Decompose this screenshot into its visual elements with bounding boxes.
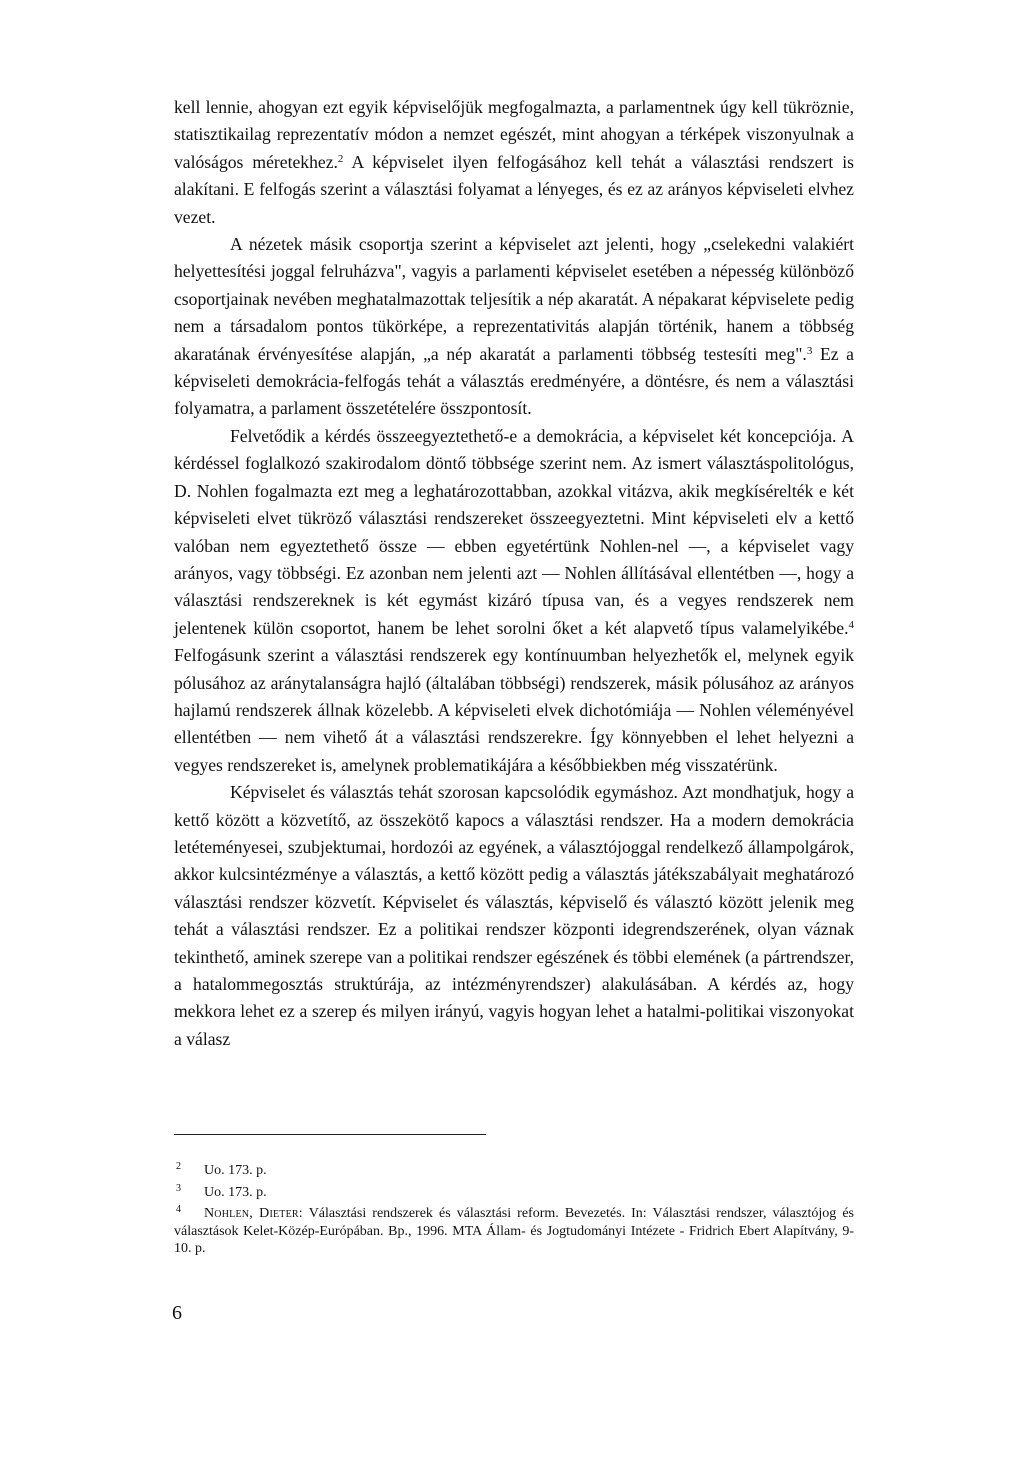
footnote-text: Választási rendszerek és választási reform. Bevezetés. In: Választási rendszer, választójog és választások Kelet-Közép-Európában. Bp., 1996. MTA Állam- és Jogtudományi Intézete - Fridrich Ebert Alapítvány, 9-10. p. <box>174 1206 854 1256</box>
paragraph-text: kell lennie, ahogyan ezt egyik képviselőjük megfogalmazta, a parlamentnek úgy kell tükröznie, statisztikailag reprezentatív módon a nemzet egészét, mint ahogyan a térképek viszonyulnak a valóságos méretekhez. <box>174 97 854 172</box>
footnote-4 <box>174 1201 854 1258</box>
footnote-number: 2 <box>176 1161 181 1172</box>
footnotes <box>174 1158 854 1258</box>
paragraph-text: Képviselet és választás tehát szorosan kapcsolódik egymáshoz. Azt mondhatjuk, hogy a kettő között a közvetítő, az összekötő kapocs a választási rendszer. Ha a modern demokrácia letéteményesei, szubjektumai, hordozói az egyének, a választójoggal rendelkező állampolgárok, akkor kulcsintézménye a választás, a kettő között pedig a választás játékszabályait meghatározó választási rendszer közvetít. Képviselet és választás, képviselő és választó között jelenik meg tehát a választási rendszer. Ez a politikai rendszer központi idegrendszerének, olyan váznak tekinthető, aminek szerepe van a politikai rendszer egészének és többi elemének (a pártrendszer, a hatalommegosztás struktúrája, az intézményrendszer) alakulásában. A kérdés az, hogy mekkora lehet ez a szerep és milyen irányú, vagyis hogyan lehet a hatalmi-politikai viszonyokat a válasz <box>174 782 854 1049</box>
footnote-2 <box>174 1158 854 1180</box>
footnote-ref-3[interactable]: 3 <box>806 344 813 357</box>
paragraph-text: A képviselet ilyen felfogásához kell tehát a választási rendszert is alakítani. E felfogás szerint a választási folyamat a lényeges, és ez az arányos képviseleti elvhez vezet. <box>174 151 854 227</box>
footnote-3 <box>174 1180 854 1202</box>
footnote-divider <box>174 1134 486 1135</box>
paragraph-2 <box>174 231 854 423</box>
paragraph-1 <box>174 94 854 231</box>
footnote-number: 4 <box>176 1204 181 1215</box>
footnote-author: Nohlen, Dieter: <box>204 1206 303 1221</box>
page-number: 6 <box>172 1302 182 1324</box>
footnote-number: 3 <box>176 1182 181 1194</box>
body-text <box>174 94 854 1053</box>
paragraph-text: Ez a képviseleti demokrácia-felfogás tehát a választás eredményére, a döntésre, és nem a választási folyamatra, a parlament összetételére összpontosít. <box>174 343 854 419</box>
footnote-ref-4[interactable]: 4 <box>848 618 854 631</box>
footnote-text: Uo. 173. p. <box>204 1184 267 1200</box>
footnote-text: Uo. 173. p. <box>204 1163 267 1178</box>
paragraph-text: Felfogásunk szerint a választási rendszerek egy kontínuumban helyezhetők el, melynek egyik pólusához az aránytalanságra hajló (általában többségi) rendszerek, másik pólusához az arányos hajlamú rendszerek állnak közelebb. A képviseleti elvek dichotómiája — Nohlen véleményével ellentétben — nem vihető át a választási rendszerekre. Így könnyebben el lehet helyezni a vegyes rendszereket is, amelynek problematikájára a későbbiekben még visszatérünk. <box>174 645 854 775</box>
paragraph-3 <box>174 423 854 779</box>
paragraph-4 <box>174 779 854 1053</box>
paragraph-text: A nézetek másik csoportja szerint a képviselet azt jelenti, hogy „cselekedni valakiért helyettesítési joggal felruházva", vagyis a parlamenti képviselet esetében a népesség különböző csoportjainak nevében meghatalmazottak teljesítik a nép akaratát. A népakarat képviselete pedig nem a társadalom pontos tükörképe, a reprezentativitás alapján történik, hanem a többség akaratának érvényesítése alapján, „a nép akaratát a parlamenti többség testesíti meg". <box>174 234 854 364</box>
footnote-ref-2[interactable]: 2 <box>337 152 344 165</box>
paragraph-text: Felvetődik a kérdés összeegyeztethető-e a demokrácia, a képviselet két koncepciója. A kérdéssel foglalkozó szakirodalom döntő többsége szerint nem. Az ismert választáspolitológus, D. Nohlen fogalmazta ezt meg a leghatározottabban, azokkal vitázva, akik megkísérelték e két képviseleti elvet tükröző választási rendszereket összeegyeztetni. Mint képviseleti elv a kettő valóban nem egyeztethető össze — ebben egyetértünk Nohlen-nel —, a képviselet vagy arányos, vagy többségi. Ez azonban nem jelenti azt — Nohlen állításával ellentétben —, hogy a választási rendszereknek is két egymást kizáró típusa van, és a vegyes rendszerek nem jelentenek külön csoportot, hanem be lehet sorolni őket a két alapvető típus valamelyikébe. <box>174 425 854 638</box>
